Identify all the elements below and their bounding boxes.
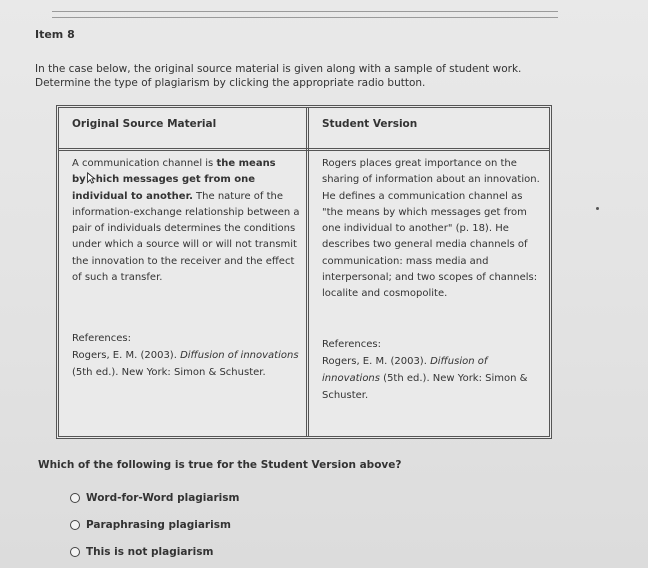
top-divider-2 <box>52 17 558 18</box>
option-label: Word-for-Word plagiarism <box>86 491 240 504</box>
answer-options <box>70 484 239 565</box>
instructions-line-2: Determine the type of plagiarism by clicking the appropriate radio button. <box>35 77 426 89</box>
table-column-divider <box>306 108 309 436</box>
header-original-source: Original Source Material <box>72 118 217 130</box>
option-paraphrasing[interactable] <box>70 511 239 538</box>
original-text-bold: the means <box>216 158 276 169</box>
option-not-plagiarism[interactable] <box>70 538 239 565</box>
top-divider <box>52 11 558 12</box>
item-title: Item 8 <box>35 28 75 41</box>
instructions <box>35 62 595 90</box>
table-row-divider <box>59 148 549 151</box>
original-text-bold: hich messages get from one individual to another. <box>72 174 256 202</box>
reference-publisher: (5th ed.). New York: Simon & Schuster. <box>322 373 528 401</box>
comparison-table <box>56 105 552 439</box>
reference-entry <box>72 347 300 381</box>
student-references <box>322 336 546 404</box>
option-word-for-word[interactable] <box>70 484 239 511</box>
original-source-text <box>72 156 300 286</box>
header-student-version: Student Version <box>322 118 418 130</box>
reference-author: Rogers, E. M. (2003). <box>72 350 181 361</box>
question-text: Which of the following is true for the Student Version above? <box>38 459 402 471</box>
reference-author: Rogers, E. M. (2003). <box>322 356 431 367</box>
option-label: Paraphrasing plagiarism <box>86 518 231 531</box>
option-label: This is not plagiarism <box>86 545 214 558</box>
student-version-text: Rogers places great importance on the sharing of information about an innovation. He defines a communication channel as "the means by which messages get from one individual to another" (p. 18). He describes two general media channels of communication: mass media and interpersonal; and two scopes of channels: localite and cosmopolite. <box>322 158 540 300</box>
radio-button[interactable] <box>70 520 80 530</box>
radio-button[interactable] <box>70 547 80 557</box>
reference-publisher: (5th ed.). New York: Simon & Schuster. <box>72 367 266 378</box>
original-references <box>72 330 300 381</box>
references-label: References: <box>72 333 131 344</box>
original-text-part: A communication channel is <box>72 158 217 169</box>
reference-title: Diffusion of innovations <box>180 350 299 361</box>
instructions-line-1: In the case below, the original source material is given along with a sample of student work. <box>35 63 522 75</box>
radio-button[interactable] <box>70 493 80 503</box>
original-text-part: The nature of the information-exchange relationship between a pair of individuals determines the conditions under which a source will or will not transmit the innovation to the receiver and the effect of such a transfer. <box>72 190 300 284</box>
reference-title: Diffusion of innovations <box>322 356 488 384</box>
screen-speck <box>596 207 599 210</box>
mouse-pointer-icon <box>86 172 96 184</box>
reference-entry <box>322 353 546 404</box>
references-label: References: <box>322 339 381 350</box>
original-text-bold: by <box>72 174 86 186</box>
